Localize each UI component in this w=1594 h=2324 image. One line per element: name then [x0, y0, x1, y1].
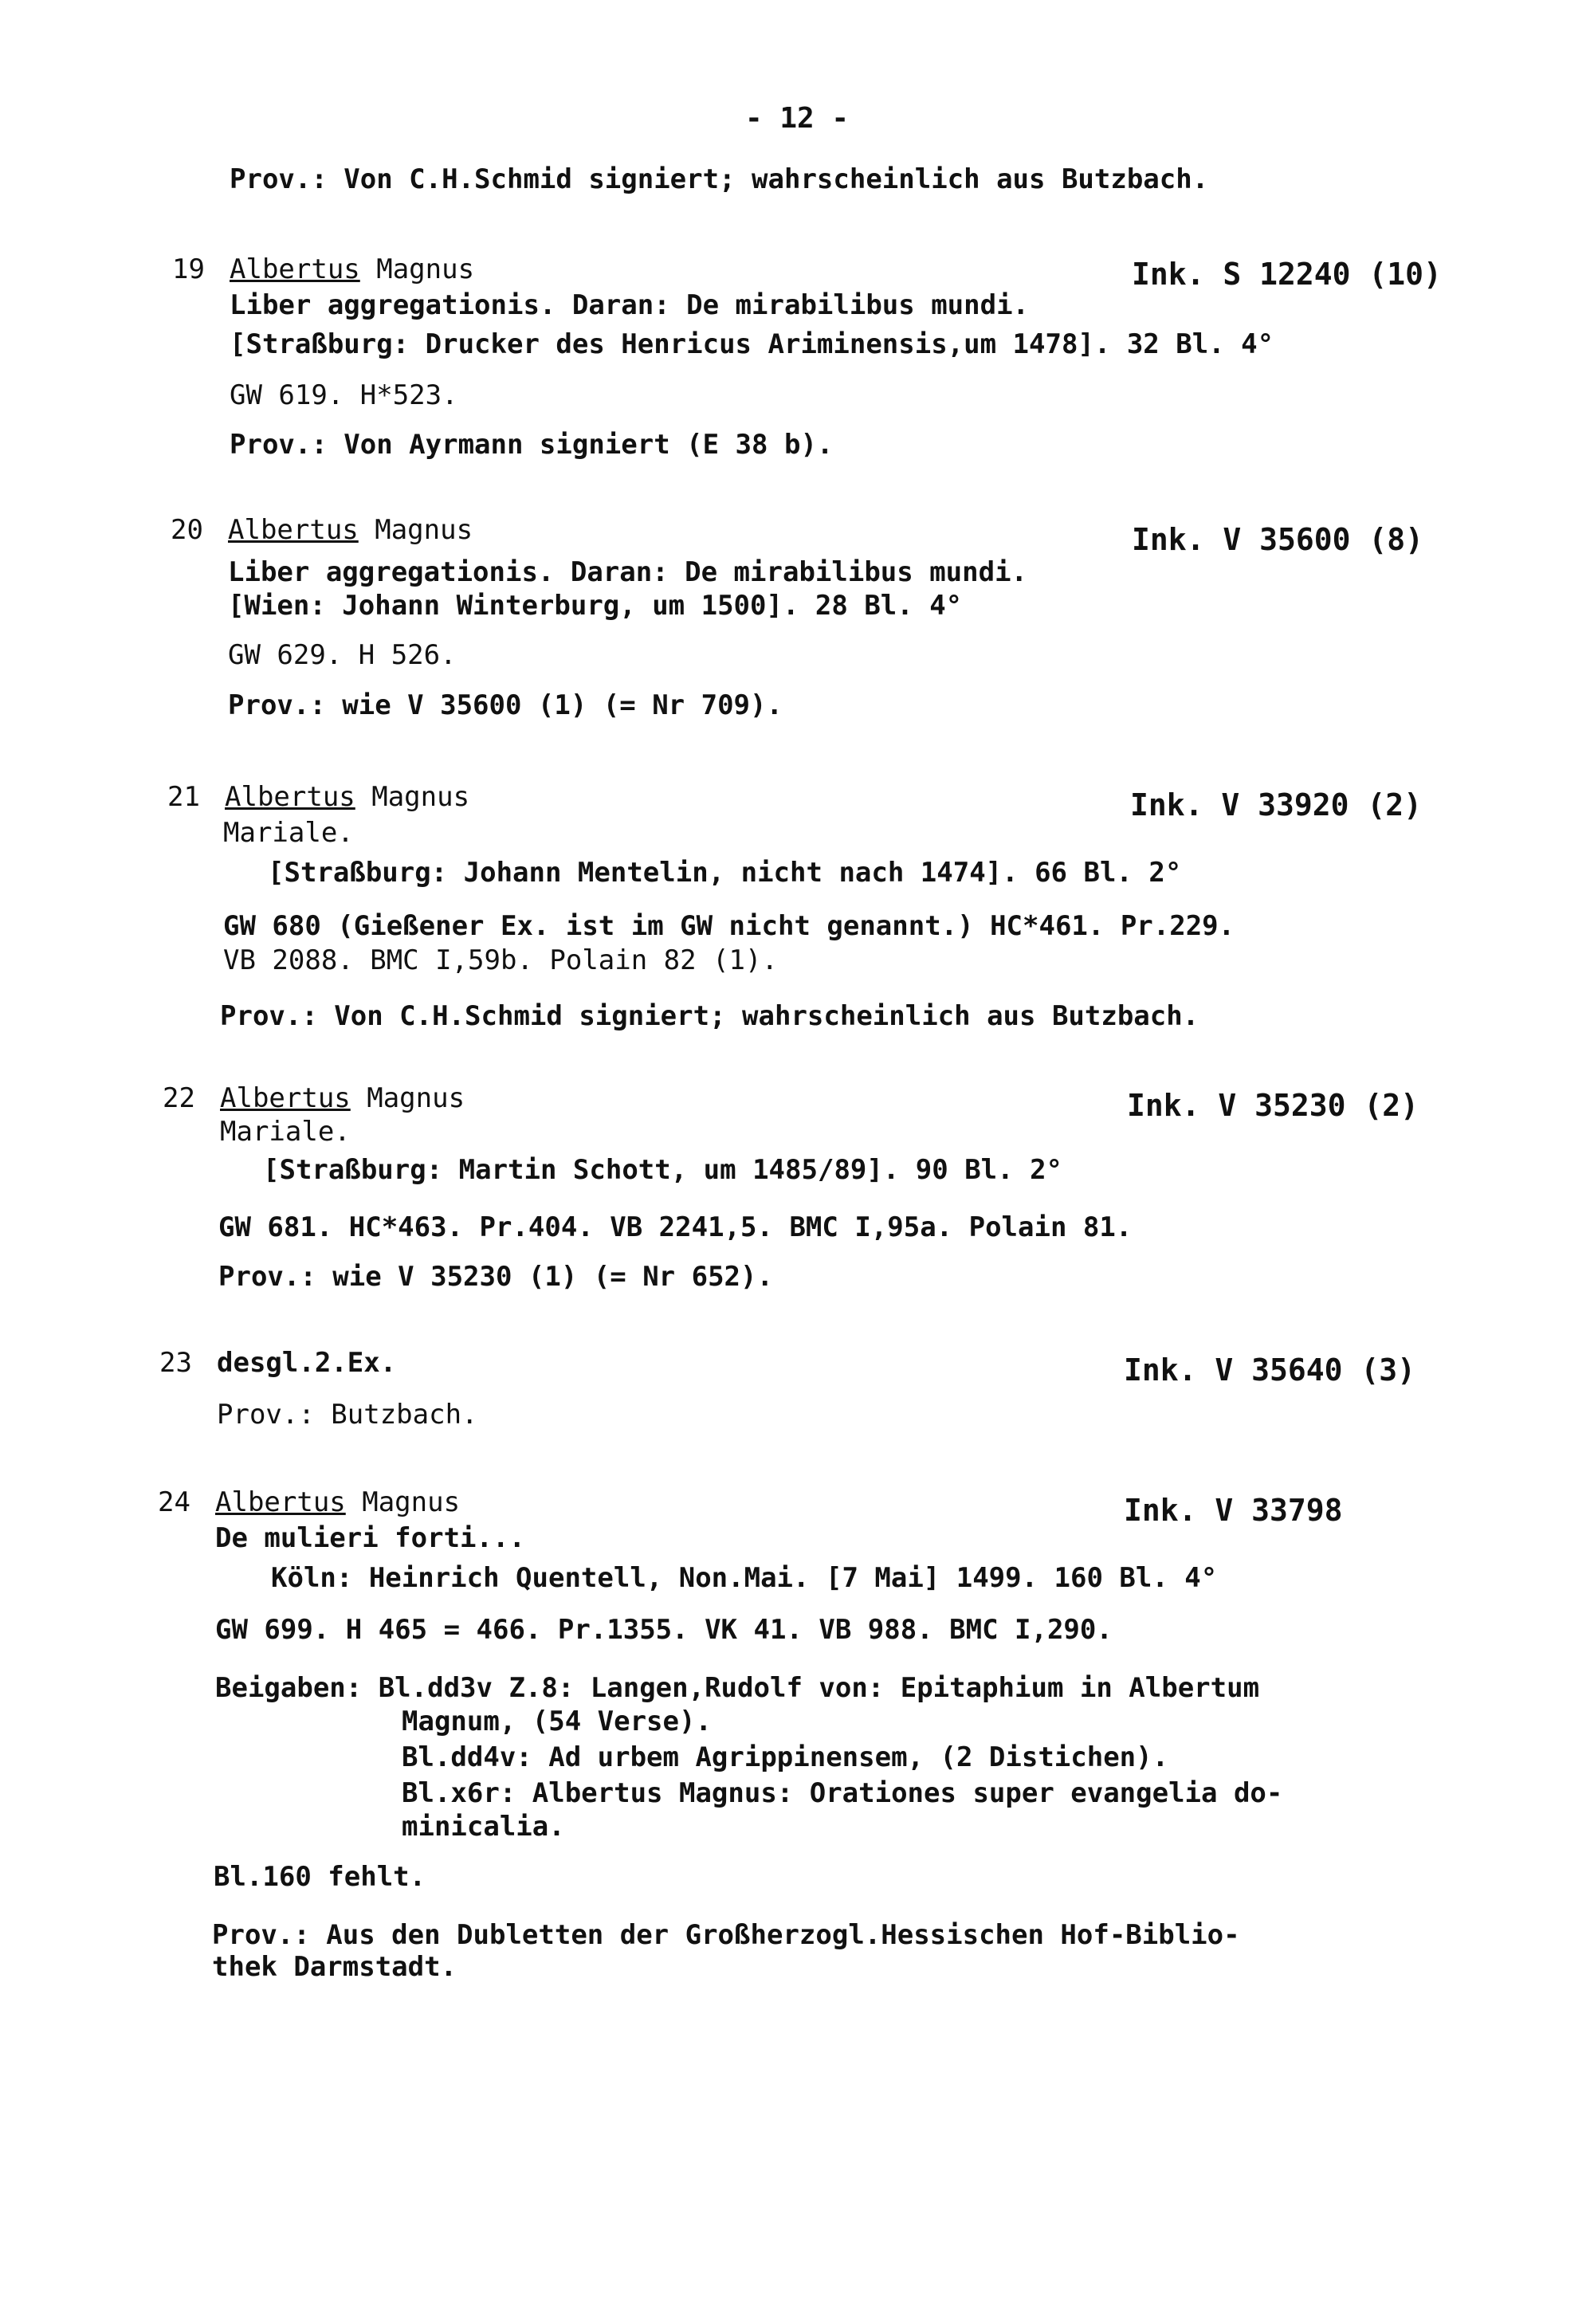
entry-line: GW 629. H 526. [228, 639, 457, 671]
entry-line: Liber aggregationis. Daran: De mirabilibus mundi. [228, 556, 1028, 588]
shelf-mark: Ink. V 35640 (3) [1124, 1352, 1416, 1388]
shelf-mark: Ink. V 33920 (2) [1130, 787, 1423, 822]
entry-line: [Straßburg: Drucker des Henricus Ariminensis,um 1478]. 32 Bl. 4° [230, 328, 1274, 360]
shelf-mark: Ink. S 12240 (10) [1132, 257, 1442, 292]
entry-line: Bl.dd4v: Ad urbem Agrippinensem, (2 Distichen). [402, 1741, 1169, 1773]
author-rest: Magnus [350, 1082, 465, 1114]
entry-author [228, 514, 473, 546]
entry-author [225, 781, 469, 813]
page-number: - 12 - [744, 102, 850, 135]
entry-line: Beigaben: Bl.dd3v Z.8: Langen,Rudolf von: Epitaphium in Albertum [215, 1672, 1260, 1704]
entry-line: GW 681. HC*463. Pr.404. VB 2241,5. BMC I,95a. Polain 81. [218, 1211, 1133, 1243]
entry-author: desgl.2.Ex. [217, 1347, 397, 1379]
entry-line: De mulieri forti... [215, 1522, 525, 1554]
author-name: Albertus [230, 253, 360, 285]
author-name: Albertus [215, 1486, 346, 1518]
entry-line: Magnum, (54 Verse). [402, 1706, 712, 1737]
entry-number: 23 [159, 1347, 192, 1379]
entry-number: 19 [172, 253, 205, 285]
entry-author [220, 1082, 465, 1114]
entry-line: minicalia. [402, 1811, 565, 1843]
entry-number: 24 [158, 1486, 190, 1518]
entry-line: Prov.: Von C.H.Schmid signiert; wahrscheinlich aus Butzbach. [220, 1000, 1199, 1032]
entry-line: Bl.160 fehlt. [214, 1861, 426, 1893]
entry-line: GW 680 (Gießener Ex. ist im GW nicht genannt.) HC*461. Pr.229. [223, 910, 1235, 942]
entry-line: Bl.x6r: Albertus Magnus: Orationes super evangelia do- [402, 1777, 1283, 1809]
entry-line: VB 2088. BMC I,59b. Polain 82 (1). [223, 944, 778, 976]
author-rest: Magnus [359, 253, 475, 285]
shelf-mark: Ink. V 35230 (2) [1127, 1088, 1419, 1123]
entry-line: [Straßburg: Johann Mentelin, nicht nach 1474]. 66 Bl. 2° [268, 857, 1182, 889]
entry-author [230, 253, 474, 285]
shelf-mark: Ink. V 35600 (8) [1132, 522, 1424, 557]
entry-number: 21 [167, 781, 200, 813]
entry-line: GW 619. H*523. [230, 379, 458, 411]
shelf-mark: Ink. V 33798 [1124, 1493, 1343, 1528]
entry-number: 20 [171, 514, 203, 546]
author-rest: Magnus [355, 781, 470, 813]
entry-number: 22 [163, 1082, 195, 1114]
author-name: Albertus [225, 781, 355, 813]
entry-line: [Wien: Johann Winterburg, um 1500]. 28 Bl. 4° [228, 590, 963, 622]
author-rest: Magnus [358, 514, 473, 546]
entry-author [215, 1486, 460, 1518]
entry-line: Prov.: Butzbach. [217, 1399, 478, 1431]
entry-line: GW 699. H 465 = 466. Pr.1355. VK 41. VB 988. BMC I,290. [215, 1614, 1113, 1646]
entry-line: Mariale. [223, 817, 354, 849]
author-name: Albertus [228, 514, 359, 546]
entry-line: Mariale. [220, 1116, 351, 1148]
entry-line: [Straßburg: Martin Schott, um 1485/89]. 90 Bl. 2° [263, 1154, 1063, 1186]
author-name: Albertus [220, 1082, 351, 1114]
author-rest: Magnus [345, 1486, 461, 1518]
prov-top: Prov.: Von C.H.Schmid signiert; wahrscheinlich aus Butzbach. [230, 163, 1209, 195]
entry-line: Prov.: Von Ayrmann signiert (E 38 b). [230, 429, 834, 461]
entry-line: Prov.: wie V 35230 (1) (= Nr 652). [218, 1261, 773, 1293]
entry-line: thek Darmstadt. [212, 1951, 457, 1983]
entry-line: Prov.: Aus den Dubletten der Großherzogl.Hessischen Hof-Biblio- [212, 1919, 1240, 1951]
entry-line: Köln: Heinrich Quentell, Non.Mai. [7 Mai] 1499. 160 Bl. 4° [271, 1562, 1218, 1594]
entry-line: Liber aggregationis. Daran: De mirabilibus mundi. [230, 289, 1030, 321]
entry-line: Prov.: wie V 35600 (1) (= Nr 709). [228, 689, 783, 721]
